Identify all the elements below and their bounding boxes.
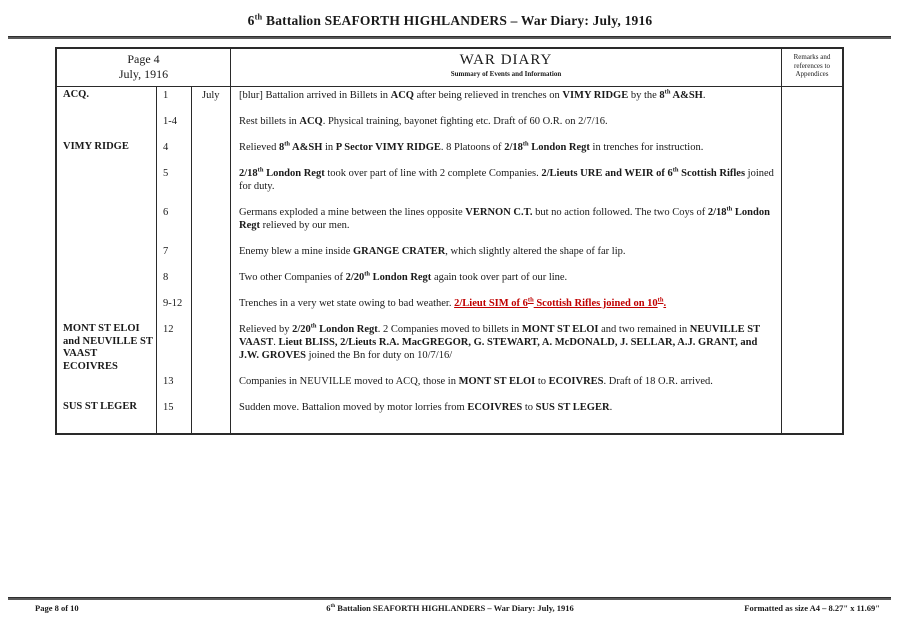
day-cell: 1-4 (157, 113, 192, 139)
place-cell: SUS ST LEGER (57, 399, 157, 425)
day-cell: 1 (157, 87, 192, 113)
day-cell: 6 (157, 204, 192, 243)
summary-cell: Germans exploded a mine between the lines opposite VERNON C.T. but no action followed. The two Coys of 2/18th London Regt relieved by our men. (231, 204, 782, 243)
footer-title: 6th Battalion SEAFORTH HIGHLANDERS – War Diary: July, 1916 (326, 603, 574, 613)
month-cell (192, 321, 231, 373)
place-cell (57, 243, 157, 269)
place-cell: ACQ. (57, 87, 157, 113)
footer-page-number: Page 8 of 10 (35, 603, 79, 613)
war-diary-title: WAR DIARY (459, 52, 553, 68)
summary-cell: Trenches in a very wet state owing to bad weather. 2/Lieut SIM of 6th Scottish Rifles joined on 10th. (231, 295, 782, 321)
month-cell (192, 204, 231, 243)
remarks-cell (782, 243, 842, 269)
remarks-cell (782, 269, 842, 295)
header-page-label: Page 4 (127, 52, 160, 66)
header-page-cell (57, 49, 231, 86)
month-cell (192, 399, 231, 425)
place-cell: MONT ST ELOI and NEUVILLE ST VAAST ECOIVRES (57, 321, 157, 373)
place-cell: VIMY RIDGE (57, 139, 157, 165)
month-cell (192, 373, 231, 399)
place-cell (57, 113, 157, 139)
war-diary-subtitle: Summary of Events and Information (450, 70, 562, 78)
day-cell: 4 (157, 139, 192, 165)
summary-cell: 2/18th London Regt took over part of line with 2 complete Companies. 2/Lieuts URE and WEIR of 6th Scottish Rifles joined for duty. (231, 165, 782, 204)
remarks-cell (782, 373, 842, 399)
filler-cell (231, 425, 782, 433)
remarks-cell (782, 204, 842, 243)
month-cell (192, 243, 231, 269)
day-cell: 5 (157, 165, 192, 204)
page-footer (35, 603, 880, 613)
summary-cell: Enemy blew a mine inside GRANGE CRATER, which slightly altered the shape of far lip. (231, 243, 782, 269)
day-cell: 13 (157, 373, 192, 399)
remarks-cell (782, 399, 842, 425)
summary-cell: Relieved by 2/20th London Regt. 2 Companies moved to billets in MONT ST ELOI and two remained in NEUVILLE ST VAAST. Lieut BLISS, 2/Lieuts R.A. MacGREGOR, G. STEWART, A. McDONALD, J. SELLAR, A.J. GRANT, and J.W. GROVES joined the Bn for duty on 10/7/16/ (231, 321, 782, 373)
page-title: 6th Battalion SEAFORTH HIGHLANDERS – War Diary: July, 1916 (247, 12, 653, 28)
month-cell (192, 295, 231, 321)
summary-cell: Companies in NEUVILLE moved to ACQ, those in MONT ST ELOI to ECOIVRES. Draft of 18 O.R. arrived. (231, 373, 782, 399)
month-cell (192, 139, 231, 165)
month-cell: July (192, 87, 231, 113)
header-remarks-cell: Remarks and references to Appendices (793, 53, 831, 78)
month-cell (192, 165, 231, 204)
summary-cell: [blur] Battalion arrived in Billets in ACQ after being relieved in trenches on VIMY RIDGE by the 8th A&SH. (231, 87, 782, 113)
place-cell (57, 295, 157, 321)
remarks-cell (782, 113, 842, 139)
day-cell: 8 (157, 269, 192, 295)
day-cell: 9-12 (157, 295, 192, 321)
filler-cell (57, 425, 157, 433)
remarks-cell (782, 139, 842, 165)
month-cell (192, 113, 231, 139)
month-cell (192, 269, 231, 295)
day-cell: 7 (157, 243, 192, 269)
filler-cell (192, 425, 231, 433)
remarks-cell (782, 165, 842, 204)
remarks-cell (782, 321, 842, 373)
summary-cell: Two other Companies of 2/20th London Regt again took over part of our line. (231, 269, 782, 295)
summary-cell: Relieved 8th A&SH in P Sector VIMY RIDGE. 8 Platoons of 2/18th London Regt in trenches for instruction. (231, 139, 782, 165)
place-cell (57, 373, 157, 399)
place-cell (57, 165, 157, 204)
remarks-cell (782, 87, 842, 113)
footer-rule (8, 597, 891, 600)
header-diary-cell (231, 49, 782, 86)
place-cell (57, 204, 157, 243)
title-rule (8, 36, 891, 39)
footer-format-note: Formatted as size A4 – 8.27" x 11.69" (744, 603, 880, 613)
filler-cell (157, 425, 192, 433)
table-body (57, 87, 842, 433)
war-diary-table (55, 47, 844, 435)
summary-cell: Rest billets in ACQ. Physical training, bayonet fighting etc. Draft of 60 O.R. on 2/7/16. (231, 113, 782, 139)
summary-cell: Sudden move. Battalion moved by motor lorries from ECOIVRES to SUS ST LEGER. (231, 399, 782, 425)
day-cell: 15 (157, 399, 192, 425)
place-cell (57, 269, 157, 295)
filler-cell (782, 425, 842, 433)
table-header (57, 49, 842, 87)
remarks-cell (782, 295, 842, 321)
day-cell: 12 (157, 321, 192, 373)
header-month-label: July, 1916 (118, 67, 169, 81)
